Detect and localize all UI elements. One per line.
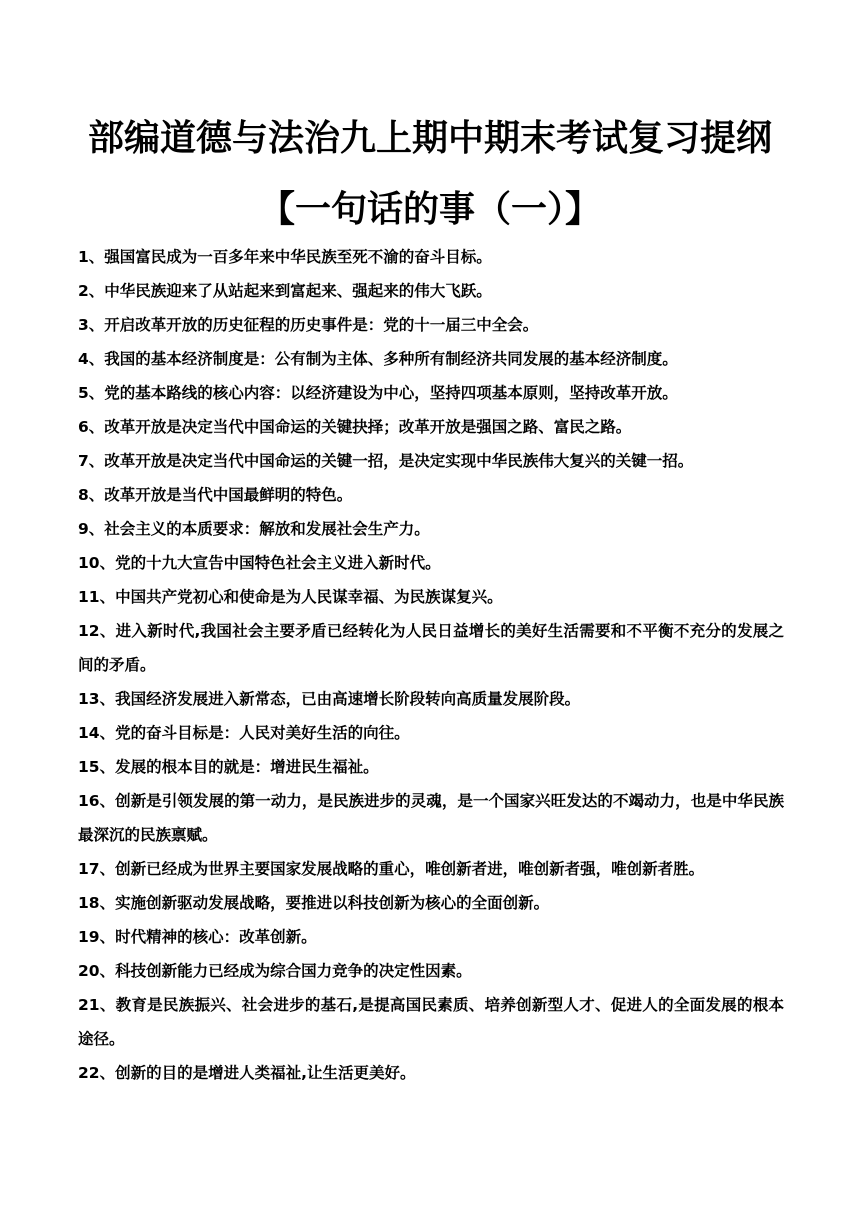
list-item: 19、时代精神的核心：改革创新。 bbox=[78, 928, 317, 946]
list-item: 8、改革开放是当代中国最鲜明的特色。 bbox=[78, 486, 353, 504]
list-item: 6、改革开放是决定当代中国命运的关键抉择；改革开放是强国之路、富民之路。 bbox=[78, 418, 632, 436]
list-item: 16、创新是引领发展的第一动力，是民族进步的灵魂，是一个国家兴旺发达的不竭动力，也是中华民族最深沉的民族禀赋。 bbox=[78, 792, 784, 844]
list-item: 10、党的十九大宣告中国特色社会主义进入新时代。 bbox=[78, 554, 441, 572]
list-item: 12、进入新时代,我国社会主要矛盾已经转化为人民日益增长的美好生活需要和不平衡不充分的发展之间的矛盾。 bbox=[78, 622, 784, 674]
list-item: 7、改革开放是决定当代中国命运的关键一招，是决定实现中华民族伟大复兴的关键一招。 bbox=[78, 452, 694, 470]
list-item: 21、教育是民族振兴、社会进步的基石,是提高国民素质、培养创新型人才、促进人的全面发展的根本途径。 bbox=[78, 996, 784, 1048]
list-item: 20、科技创新能力已经成为综合国力竞争的决定性因素。 bbox=[78, 962, 472, 980]
list-item: 17、创新已经成为世界主要国家发展战略的重心，唯创新者进，唯创新者强，唯创新者胜。 bbox=[78, 860, 705, 878]
list-item: 22、创新的目的是增进人类福祉,让生活更美好。 bbox=[78, 1064, 416, 1082]
item-list bbox=[78, 240, 784, 1090]
list-item: 14、党的奋斗目标是：人民对美好生活的向往。 bbox=[78, 724, 410, 742]
document-title: 部编道德与法治九上期中期末考试复习提纲 bbox=[87, 118, 772, 159]
list-item: 4、我国的基本经济制度是：公有制为主体、多种所有制经济共同发展的基本经济制度。 bbox=[78, 350, 678, 368]
list-item: 5、党的基本路线的核心内容：以经济建设为中心，坚持四项基本原则，坚持改革开放。 bbox=[78, 384, 678, 402]
list-item: 1、强国富民成为一百多年来中华民族至死不渝的奋斗目标。 bbox=[78, 248, 492, 266]
list-item: 3、开启改革开放的历史征程的历史事件是：党的十一届三中全会。 bbox=[78, 316, 539, 334]
list-item: 13、我国经济发展进入新常态，已由高速增长阶段转向高质量发展阶段。 bbox=[78, 690, 581, 708]
list-item: 2、中华民族迎来了从站起来到富起来、强起来的伟大飞跃。 bbox=[78, 282, 492, 300]
list-item: 15、发展的根本目的就是：增进民生福祉。 bbox=[78, 758, 379, 776]
document-subtitle: 【一句话的事（一）】 bbox=[258, 189, 601, 230]
list-item: 18、实施创新驱动发展战略，要推进以科技创新为核心的全面创新。 bbox=[78, 894, 550, 912]
list-item: 9、社会主义的本质要求：解放和发展社会生产力。 bbox=[78, 520, 430, 538]
list-item: 11、中国共产党初心和使命是为人民谋幸福、为民族谋复兴。 bbox=[78, 588, 503, 606]
